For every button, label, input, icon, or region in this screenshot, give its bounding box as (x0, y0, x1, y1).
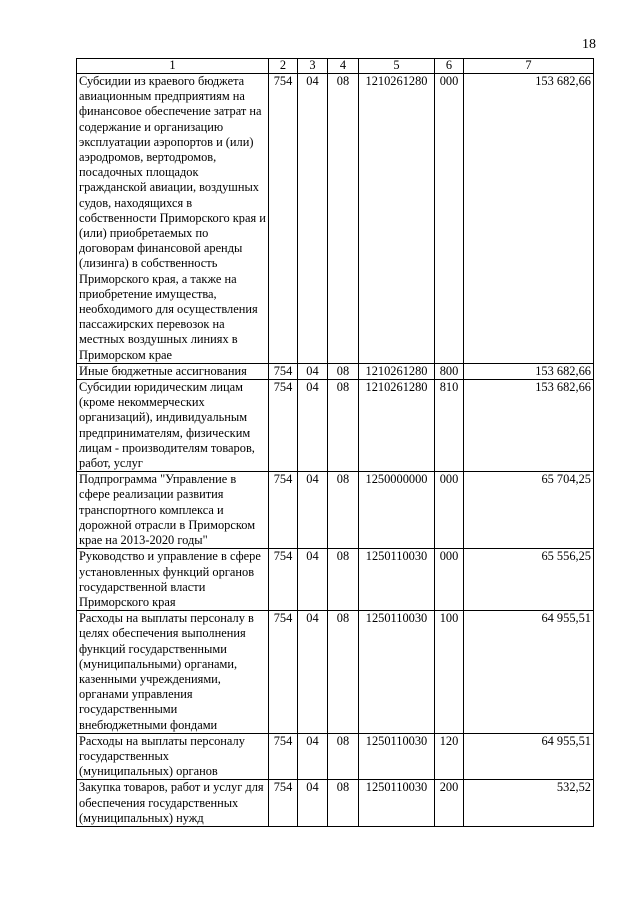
expense-type-code: 810 (435, 380, 464, 472)
amount: 153 682,66 (464, 74, 594, 364)
amount: 153 682,66 (464, 380, 594, 472)
table-row (77, 611, 594, 734)
header-col-6: 6 (435, 59, 464, 74)
ministry-code: 754 (269, 733, 298, 780)
ministry-code: 754 (269, 611, 298, 734)
section-code: 04 (298, 733, 328, 780)
row-name: Закупка товаров, работ и услуг для обеспечения государственных (муниципальных) нужд (77, 780, 269, 827)
header-col-1: 1 (77, 59, 269, 74)
row-name: Руководство и управление в сфере установленных функций органов государственной власти Приморского края (77, 549, 269, 611)
ministry-code: 754 (269, 472, 298, 549)
target-code: 1210261280 (359, 363, 435, 379)
section-code: 04 (298, 611, 328, 734)
target-code: 1250110030 (359, 780, 435, 827)
header-col-3: 3 (298, 59, 328, 74)
expense-type-code: 120 (435, 733, 464, 780)
row-name: Расходы на выплаты персоналу государственных (муниципальных) органов (77, 733, 269, 780)
subsection-code: 08 (328, 363, 359, 379)
row-name: Подпрограмма "Управление в сфере реализации развития транспортного комплекса и дорожной отрасли в Приморском крае на 2013-2020 годы" (77, 472, 269, 549)
table-header (77, 59, 594, 74)
expense-type-code: 000 (435, 549, 464, 611)
expense-type-code: 000 (435, 74, 464, 364)
subsection-code: 08 (328, 74, 359, 364)
ministry-code: 754 (269, 363, 298, 379)
amount: 532,52 (464, 780, 594, 827)
section-code: 04 (298, 74, 328, 364)
target-code: 1250110030 (359, 549, 435, 611)
row-name: Иные бюджетные ассигнования (77, 363, 269, 379)
table-row (77, 780, 594, 827)
ministry-code: 754 (269, 380, 298, 472)
row-name: Субсидии из краевого бюджета авиационным предприятиям на финансовое обеспечение затрат на содержание и организацию эксплуатации аэропортов и (или) аэродромов, вертодромов, посадочных площадок гражданской авиации, воздушных судов, находящихся в собственности Приморского края и (или) приобретаемых по договорам финансовой аренды (лизинга) в собственность Приморского края, а также на приобретение имущества, необходимого для осуществления пассажирских перевозок на местных воздушных линиях в Приморском крае (77, 74, 269, 364)
subsection-code: 08 (328, 549, 359, 611)
amount: 64 955,51 (464, 733, 594, 780)
table-row (77, 74, 594, 364)
expense-type-code: 100 (435, 611, 464, 734)
budget-table (76, 58, 594, 827)
amount: 65 704,25 (464, 472, 594, 549)
amount: 64 955,51 (464, 611, 594, 734)
target-code: 1250110030 (359, 733, 435, 780)
amount: 65 556,25 (464, 549, 594, 611)
table-row (77, 549, 594, 611)
table-row (77, 363, 594, 379)
expense-type-code: 000 (435, 472, 464, 549)
target-code: 1210261280 (359, 74, 435, 364)
section-code: 04 (298, 780, 328, 827)
expense-type-code: 200 (435, 780, 464, 827)
section-code: 04 (298, 549, 328, 611)
expense-type-code: 800 (435, 363, 464, 379)
subsection-code: 08 (328, 611, 359, 734)
header-col-5: 5 (359, 59, 435, 74)
row-name: Субсидии юридическим лицам (кроме некоммерческих организаций), индивидуальным предпринимателям, физическим лицам - производителям товаров, работ, услуг (77, 380, 269, 472)
subsection-code: 08 (328, 733, 359, 780)
table-row (77, 472, 594, 549)
table-row (77, 380, 594, 472)
ministry-code: 754 (269, 780, 298, 827)
section-code: 04 (298, 472, 328, 549)
header-col-7: 7 (464, 59, 594, 74)
section-code: 04 (298, 380, 328, 472)
table-row (77, 733, 594, 780)
row-name: Расходы на выплаты персоналу в целях обеспечения выполнения функций государственными (муниципальными) органами, казенными учреждениями, органами управления государственными внебюджетными фондами (77, 611, 269, 734)
section-code: 04 (298, 363, 328, 379)
target-code: 1250000000 (359, 472, 435, 549)
ministry-code: 754 (269, 549, 298, 611)
subsection-code: 08 (328, 380, 359, 472)
target-code: 1210261280 (359, 380, 435, 472)
ministry-code: 754 (269, 74, 298, 364)
header-col-4: 4 (328, 59, 359, 74)
target-code: 1250110030 (359, 611, 435, 734)
subsection-code: 08 (328, 780, 359, 827)
header-row (77, 59, 594, 74)
subsection-code: 08 (328, 472, 359, 549)
page-number: 18 (582, 37, 596, 52)
header-col-2: 2 (269, 59, 298, 74)
amount: 153 682,66 (464, 363, 594, 379)
